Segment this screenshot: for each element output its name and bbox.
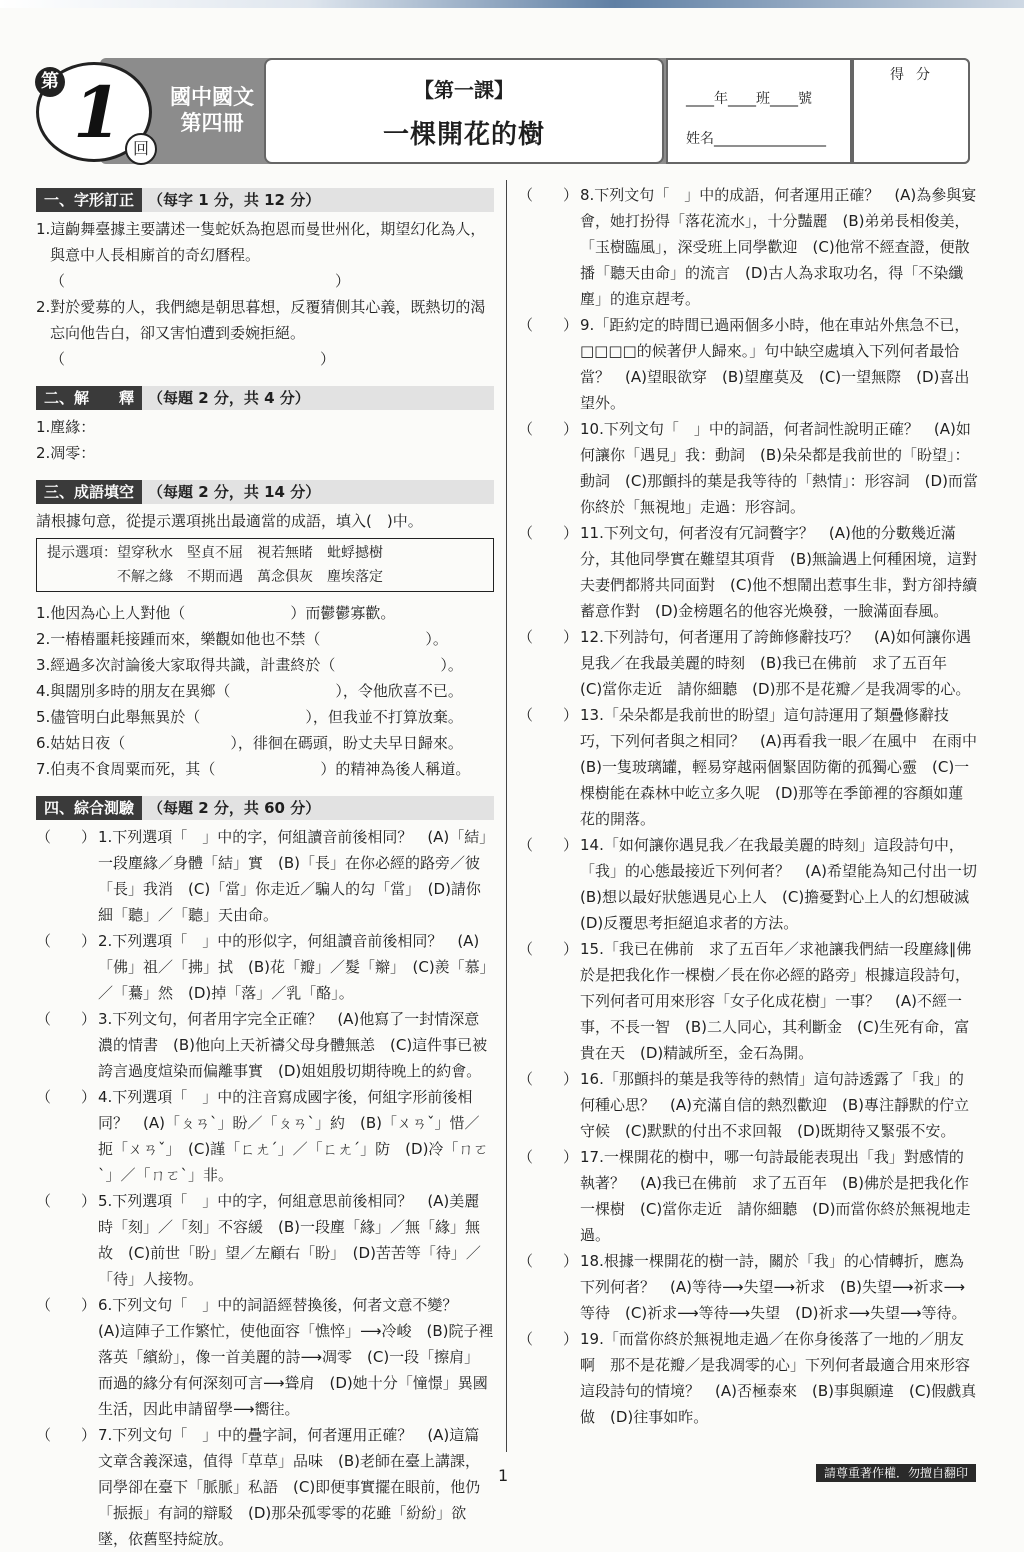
mc-question [36, 928, 494, 1006]
question-text: 7.下列文句「 」中的疊字詞，何者運用正確？ (A)這篇文章含義深遠，值得「草草」品味 (B)老師在臺上講課，同學卻在臺下「脈脈」私語 (C)即便事實擺在眼前，他仍「振振」有詞的辯駁 (D)那朵孤零零的花雖「紛紛」欲墜，依舊堅持綻放。 [98, 1426, 481, 1548]
question-text: 4.下列選項「 」中的注音寫成國字後，何組字形前後相同？ (A)「ㄆㄢˋ」盼／「ㄆㄢˋ」約 (B)「ㄨㄢˇ」惜／扼「ㄨㄢˇ」 (C)謹「ㄈㄤˊ」／「ㄈㄤˊ」防 (D)冷「ㄇㄛˋ」／「ㄇㄛˋ」非。 [98, 1088, 489, 1184]
answer-slot: （ ） [518, 524, 579, 542]
mc-question [518, 1248, 978, 1326]
hint-options-box [36, 538, 494, 592]
mc-question [518, 1066, 978, 1144]
answer-slot: （ ） [518, 1070, 579, 1088]
answer-slot: （ ） [518, 420, 579, 438]
question-text: 8.下列文句「 」中的成語，何者運用正確？ (A)為參與宴會，她打扮得「落花流水」，十分豔麗 (B)弟弟長相俊美，「玉樹臨風」，深受班上同學歡迎 (C)他常不經查證，便散播「聽天由命」的流言 (D)古人為求取功名，得「不染纖塵」的進京趕考。 [580, 186, 977, 308]
question-text: 13.「朵朵都是我前世的盼望」這句詩運用了類疊修辭技巧，下列何者與之相同？ (A)再看我一眼／在風中 在雨中 (B)一隻玻璃罐，輕易穿越兩個緊固防衛的孤獨心靈 (C)一棵樹能在森林中屹立多久呢 (D)那等在季節裡的容顏如蓮花的開落。 [580, 706, 992, 828]
mc-question [36, 824, 494, 928]
mc-question [518, 182, 978, 312]
answer-slot: （ ） [36, 1296, 97, 1314]
question: 7.伯夷不食周粟而死，其（ ）的精神為後人稱道。 [36, 760, 471, 778]
question-text: 15.「我已在佛前 求了五百年／求祂讓我們結一段塵緣∥佛於是把我化作一棵樹／長在你必經的路旁」根據這段詩句，下列何者可用來形容「女子化成花樹」一事？ (A)不經一事，不長一智 (B)二人同心，其利斷金 (C)生死有命，富貴在天 (D)精誠所至，金石為開。 [580, 940, 972, 1062]
mc-question [518, 624, 978, 702]
page-number: 1 [498, 1466, 509, 1485]
section-points: （每字 1 分，共 12 分） [148, 191, 321, 209]
right-column [518, 182, 992, 1430]
mc-question [36, 1422, 494, 1552]
answer-slot: （ ） [518, 316, 579, 334]
section-label: 一、字形訂正 [36, 188, 142, 212]
question: 2.凋零： [36, 444, 96, 462]
book-title-line2: 第四冊 [180, 111, 244, 135]
lesson-title: 一棵開花的樹 [382, 120, 545, 150]
question: 4.與闊別多時的朋友在異鄉（ ），令他欣喜不已。 [36, 682, 463, 700]
section-points: （每題 2 分，共 60 分） [148, 799, 321, 817]
question-text: 9.「距約定的時間已過兩個多小時，他在車站外焦急不已，□□□□的候著伊人歸來。」句中缺空處填入下列何者最恰當？ (A)望眼欲穿 (B)望塵莫及 (C)一望無際 (D)喜出望外。 [580, 316, 970, 412]
question: 5.儘管明白此舉無異於（ ），但我並不打算放棄。 [36, 708, 463, 726]
round-badge [36, 62, 152, 162]
section-points: （每題 2 分，共 4 分） [148, 389, 310, 407]
question-text: 1.下列選項「 」中的字，何組讀音前後相同？ (A)「結」一段塵緣／身體「結」實 (B)「長」在你必經的路旁／彼「長」我消 (C)「當」你走近／騙人的勾「當」 (D)請你細「聽」／「聽」天由命。 [98, 828, 487, 924]
answer-slot: （ ） [518, 1252, 579, 1270]
question: 1.塵緣： [36, 418, 96, 436]
question-text: 19.「而當你終於無視地走過／在你身後落了一地的／朋友啊 那不是花瓣／是我凋零的心」下列何者最適合用來形容這段詩句的情境？ (A)否極泰來 (B)事與願違 (C)假戲真做 (D)往事如昨。 [580, 1330, 977, 1426]
section-heading [36, 796, 494, 820]
name-field: 姓名________________ [686, 131, 826, 147]
class-field: ____年____班____號 [686, 91, 812, 107]
mc-question [36, 1188, 494, 1292]
answer-slot: （ ） [518, 706, 579, 724]
answer-slot: （ ） [518, 186, 579, 204]
answer-slot: （ ） [36, 1426, 97, 1444]
left-column [36, 186, 494, 1552]
mc-question [518, 312, 978, 416]
section-label: 二、解 釋 [36, 386, 142, 410]
answer-slot: （ ） [36, 1088, 97, 1106]
answer-slot: （ ） [36, 828, 97, 846]
book-title [160, 84, 264, 136]
class-box [666, 58, 852, 164]
question-text: 17.一棵開花的樹中，哪一句詩最能表現出「我」對感情的執著？ (A)我已在佛前 求了五百年 (B)佛於是把我化作一棵樹 (C)當你走近 請你細聽 (D)而當你終於無視地走過。 [580, 1148, 971, 1244]
mc-question [36, 1006, 494, 1084]
question-text: 5.下列選項「 」中的字，何組意思前後相同？ (A)美麗時「刻」／「刻」不容緩 (B)一段塵「緣」／無「緣」無故 (C)前世「盼」望／左顧右「盼」 (D)苦苦等「待」／「待」人接物。 [98, 1192, 481, 1288]
question-text: 12.下列詩句，何者運用了誇飾修辭技巧？ (A)如何讓你遇見我／在我最美麗的時刻 (B)我已在佛前 求了五百年 (C)當你走近 請你細聽 (D)那不是花瓣／是我凋零的心。 [580, 628, 971, 698]
question: 6.姑姑日夜（ ），徘徊在碼頭，盼丈夫早日歸來。 [36, 734, 463, 752]
section-label: 四、綜合測驗 [36, 796, 142, 820]
answer-slot: （ ） [36, 1192, 97, 1210]
score-label: 得分 [890, 67, 942, 83]
round-number: 1 [73, 71, 122, 154]
question-text: 2.下列選項「 」中的形似字，何組讀音前後相同？ (A)「佛」祖／「拂」拭 (B)花「瓣」／髮「辮」 (C)羨「慕」／「驀」然 (D)掉「落」／乳「酪」。 [98, 932, 488, 1002]
round-suffix: 回 [125, 133, 157, 165]
section-label: 三、成語填空 [36, 480, 142, 504]
round-prefix: 第 [35, 67, 65, 97]
answer-slot: （ ） [36, 1010, 97, 1028]
answer-slot: （ ） [518, 1330, 579, 1348]
hint-options-line: 不解之緣 不期而遇 萬念俱灰 塵埃落定 [47, 569, 383, 585]
question-text: 16.「那顫抖的葉是我等待的熱情」這句詩透露了「我」的何種心思？ (A)充滿自信的熱烈歡迎 (B)專注靜默的佇立守候 (C)默默的付出不求回報 (D)既期待又緊張不安。 [580, 1070, 969, 1140]
instruction: 請根據句意，從提示選項挑出最適當的成語，填入( )中。 [36, 512, 423, 530]
question-text: 6.下列文句「 」中的詞語經替換後，何者文意不變？ (A)這陣子工作繁忙，使他面容「憔悴」⟶冷峻 (B)院子裡落英「繽紛」，像一首美麗的詩⟶凋零 (C)一段「擦肩」而過的緣分有何深刻可言⟶聳肩 (D)她十分「憧憬」異國生活，因此申請留學⟶嚮往。 [98, 1296, 494, 1418]
mc-question [36, 1084, 494, 1188]
question: 2.對於愛募的人，我們總是朝思暮想，反覆猜側其心義，既熱切的渴忘向他告白，卻又害怕遭到委婉拒絕。（ ） [36, 298, 486, 368]
question-text: 14.「如何讓你遇見我／在我最美麗的時刻」這段詩句中，「我」的心態最接近下列何者？ (A)希望能為知己付出一切 (B)想以最好狀態遇見心上人 (C)擔憂對心上人的幻想破滅 (D)反覆思考拒絕追求者的方法。 [580, 836, 992, 932]
answer-slot: （ ） [518, 836, 579, 854]
question: 2.一樁樁噩耗接踵而來，樂觀如他也不禁（ ）。 [36, 630, 448, 648]
question: 3.經過多次討論後大家取得共識，計畫終於（ ）。 [36, 656, 463, 674]
question-text: 3.下列文句，何者用字完全正確？ (A)他寫了一封情深意濃的情書 (B)他向上天祈禱父母身體無恙 (C)這件事已被誇言過度煊染而偏離事實 (D)姐姐殷切期待晚上的約會。 [98, 1010, 488, 1080]
mc-question [518, 936, 978, 1066]
question: 1.他因為心上人對他（ ）而鬱鬱寡歡。 [36, 604, 396, 622]
answer-slot: （ ） [518, 628, 579, 646]
answer-slot: （ ） [518, 940, 579, 958]
section-heading [36, 480, 494, 504]
top-strip [0, 0, 1024, 8]
hint-options-line: 提示選項：望穿秋水 堅貞不屈 視若無睹 蚍蜉撼樹 [47, 545, 383, 561]
question-text: 18.根據一棵開花的樹一詩，關於「我」的心情轉折，應為下列何者？ (A)等待⟶失望⟶祈求 (B)失望⟶祈求⟶等待 (C)祈求⟶等待⟶失望 (D)祈求⟶失望⟶等待。 [580, 1252, 967, 1322]
column-divider [506, 180, 507, 1452]
mc-question [518, 520, 978, 624]
mc-question [518, 416, 978, 520]
question: 1.這齣舞臺據主要講述一隻蛇妖為抱恩而曼世州化，期望幻化為人，與意中人長相廝首的奇幻曆程。（ ） [36, 220, 486, 290]
question-text: 11.下列文句，何者沒有冗詞贅字？ (A)他的分數幾近滿分，其他同學實在難望其項背 (B)無論遇上何種困境，這對夫妻們都將共同面對 (C)他不想鬧出惹事生非，對方卻持續蓄意作對 (D)金榜題名的他容光煥發，一臉滿面春風。 [580, 524, 978, 620]
lesson-number: 【第一課】 [414, 78, 514, 102]
section-heading [36, 386, 494, 410]
answer-slot: （ ） [36, 932, 97, 950]
mc-question [518, 1144, 978, 1248]
section-points: （每題 2 分，共 14 分） [148, 483, 321, 501]
mc-question [518, 702, 992, 832]
copyright-notice: 請尊重著作權．勿擅自翻印 [816, 1464, 976, 1482]
book-title-line1: 國中國文 [170, 85, 254, 109]
mc-question [518, 1326, 978, 1430]
answer-slot: （ ） [518, 1148, 579, 1166]
mc-question [518, 832, 992, 936]
question-text: 10.下列文句「 」中的詞語，何者詞性說明正確？ (A)如何讓你「遇見」我：動詞 (B)朵朵都是我前世的「盼望」：動詞 (C)那顫抖的葉是我等待的「熱情」：形容詞 (D)而當你終於「無視地」走過：形容詞。 [580, 420, 978, 516]
mc-question [36, 1292, 494, 1422]
section-heading [36, 188, 494, 212]
